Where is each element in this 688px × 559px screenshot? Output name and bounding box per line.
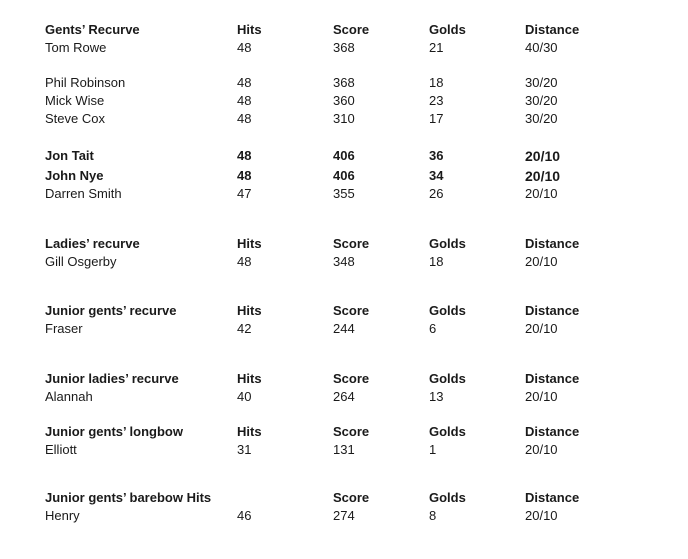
distance-value: 20/10 — [525, 254, 558, 269]
hits-value: 48 — [237, 148, 252, 163]
category-label: Junior gents’ barebow Hits — [45, 490, 212, 505]
hits-value: 40 — [237, 389, 252, 404]
score-value: 348 — [333, 254, 355, 269]
table-row — [0, 388, 688, 406]
distance-header: Distance — [525, 303, 580, 318]
hits-header: Hits — [237, 424, 262, 439]
distance-value: 20/10 — [525, 442, 558, 457]
golds-value: 18 — [429, 254, 444, 269]
distance-value: 20/10 — [525, 148, 561, 164]
hits-value: 48 — [237, 111, 252, 126]
score-header: Score — [333, 371, 370, 386]
golds-header: Golds — [429, 303, 466, 318]
golds-value: 34 — [429, 168, 444, 183]
category-label: Junior ladies’ recurve — [45, 371, 179, 386]
distance-value: 20/10 — [525, 508, 558, 523]
hits-header: Hits — [237, 22, 262, 37]
hits-value: 48 — [237, 93, 252, 108]
distance-value: 30/20 — [525, 93, 558, 108]
table-row — [0, 320, 688, 338]
category-label: Ladies’ recurve — [45, 236, 140, 251]
archer-name: Darren Smith — [45, 186, 122, 201]
archer-name: Tom Rowe — [45, 40, 107, 55]
table-row — [0, 441, 688, 459]
hits-header: Hits — [237, 303, 262, 318]
golds-value: 17 — [429, 111, 444, 126]
golds-value: 21 — [429, 40, 444, 55]
archer-name: Elliott — [45, 442, 77, 457]
hits-value: 48 — [237, 168, 252, 183]
table-row — [0, 167, 688, 185]
golds-value: 36 — [429, 148, 444, 163]
distance-value: 20/10 — [525, 321, 558, 336]
distance-header: Distance — [525, 424, 580, 439]
hits-value: 46 — [237, 508, 252, 523]
score-value: 360 — [333, 93, 355, 108]
score-header: Score — [333, 236, 370, 251]
golds-header: Golds — [429, 22, 466, 37]
table-row — [0, 110, 688, 128]
section-header-ladies-recurve — [0, 235, 688, 253]
golds-value: 1 — [429, 442, 437, 457]
score-value: 264 — [333, 389, 355, 404]
golds-value: 18 — [429, 75, 444, 90]
archer-name: Jon Tait — [45, 148, 94, 163]
category-label: Gents’ Recurve — [45, 22, 140, 37]
hits-value: 48 — [237, 75, 252, 90]
table-row — [0, 39, 688, 57]
golds-value: 26 — [429, 186, 444, 201]
golds-value: 23 — [429, 93, 444, 108]
distance-header: Distance — [525, 490, 580, 505]
archer-name: Henry — [45, 508, 80, 523]
section-header-junior-gents-barebow — [0, 489, 688, 507]
score-header: Score — [333, 424, 370, 439]
table-row — [0, 253, 688, 271]
score-value: 368 — [333, 40, 355, 55]
distance-value: 20/10 — [525, 168, 561, 184]
table-row — [0, 507, 688, 525]
golds-header: Golds — [429, 371, 466, 386]
score-header: Score — [333, 303, 370, 318]
category-label: Junior gents’ recurve — [45, 303, 177, 318]
hits-value: 48 — [237, 40, 252, 55]
category-label: Junior gents’ longbow — [45, 424, 183, 439]
golds-header: Golds — [429, 490, 466, 505]
distance-value: 30/20 — [525, 111, 558, 126]
archer-name: Phil Robinson — [45, 75, 126, 90]
section-header-junior-gents-longbow — [0, 423, 688, 441]
table-row — [0, 185, 688, 203]
section-header-junior-gents-recurve — [0, 302, 688, 320]
score-value: 406 — [333, 168, 355, 183]
score-value: 355 — [333, 186, 355, 201]
hits-header: Hits — [237, 236, 262, 251]
archer-name: Gill Osgerby — [45, 254, 117, 269]
score-value: 131 — [333, 442, 355, 457]
golds-value: 13 — [429, 389, 444, 404]
distance-header: Distance — [525, 236, 580, 251]
distance-header: Distance — [525, 22, 580, 37]
score-value: 274 — [333, 508, 355, 523]
archer-name: John Nye — [45, 168, 104, 183]
score-value: 406 — [333, 148, 355, 163]
score-header: Score — [333, 490, 370, 505]
score-header: Score — [333, 22, 370, 37]
table-row — [0, 74, 688, 92]
hits-header: Hits — [237, 371, 262, 386]
distance-value: 20/10 — [525, 389, 558, 404]
golds-header: Golds — [429, 424, 466, 439]
section-header-junior-ladies-recurve — [0, 370, 688, 388]
golds-header: Golds — [429, 236, 466, 251]
hits-value: 47 — [237, 186, 252, 201]
distance-value: 20/10 — [525, 186, 558, 201]
archer-name: Alannah — [45, 389, 93, 404]
hits-value: 31 — [237, 442, 252, 457]
table-row — [0, 147, 688, 165]
archer-name: Steve Cox — [45, 111, 105, 126]
hits-value: 48 — [237, 254, 252, 269]
golds-value: 6 — [429, 321, 437, 336]
archer-name: Fraser — [45, 321, 83, 336]
hits-value: 42 — [237, 321, 252, 336]
section-header-gents-recurve — [0, 21, 688, 39]
score-value: 310 — [333, 111, 355, 126]
distance-header: Distance — [525, 371, 580, 386]
table-row — [0, 92, 688, 110]
distance-value: 30/20 — [525, 75, 558, 90]
score-value: 244 — [333, 321, 355, 336]
distance-value: 40/30 — [525, 40, 558, 55]
score-value: 368 — [333, 75, 355, 90]
archer-name: Mick Wise — [45, 93, 105, 108]
golds-value: 8 — [429, 508, 437, 523]
